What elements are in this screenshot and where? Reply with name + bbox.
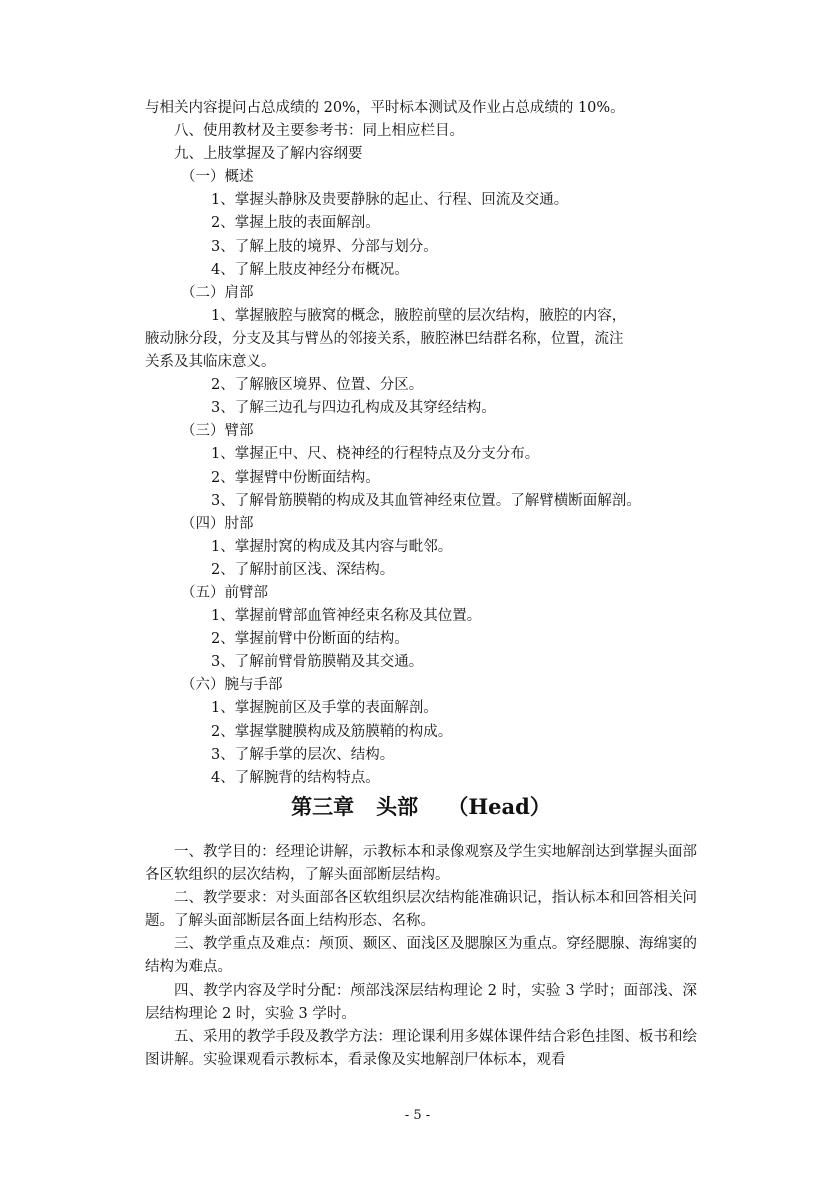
subsection-heading: （四）肘部: [181, 515, 254, 532]
chapter-body: [145, 841, 697, 1072]
list-item: 1、掌握正中、尺、桡神经的行程特点及分支分布。: [211, 446, 540, 463]
list-item: 3、了解手掌的层次、结构。: [211, 746, 395, 763]
list-item: 3、了解三边孔与四边孔构成及其穿经结构。: [211, 400, 496, 417]
list-item: 1、掌握肘窝的构成及其内容与毗邻。: [211, 538, 453, 555]
text-line: 与相关内容提问占总成绩的 20%，平时标本测试及作业占总成绩的 10%。: [145, 100, 625, 116]
paragraph: 二、教学要求：对头面部各区软组织层次结构能准确识记，指认标本和回答相关问题。了解头面部断层各面上结构形态、名称。: [145, 890, 697, 930]
list-item: 2、了解腋区境界、位置、分区。: [211, 377, 424, 394]
paragraph: 三、教学重点及难点：颅顶、颞区、面浅区及腮腺区为重点。穿经腮腺、海绵窦的结构为难点。: [145, 936, 697, 976]
list-item: 1、掌握腕前区及手掌的表面解剖。: [211, 700, 438, 717]
list-item: 2、了解肘前区浅、深结构。: [211, 561, 395, 578]
subsection-heading: （三）臂部: [181, 423, 254, 440]
outline-text: [145, 97, 697, 790]
list-item: 4、了解上肢皮神经分布概况。: [211, 261, 409, 278]
text-line: 八、使用教材及主要参考书：同上相应栏目。: [174, 123, 464, 140]
subsection-heading: （六）腕与手部: [181, 677, 283, 694]
list-item: 3、了解骨筋膜鞘的构成及其血管神经束位置。了解臂横断面解剖。: [211, 492, 641, 509]
chapter-title: 第三章 头部 （Head）: [291, 794, 551, 819]
section-heading: 九、上肢掌握及了解内容纲要: [174, 146, 363, 163]
list-item: 1、掌握头静脉及贵要静脉的起止、行程、回流及交通。: [211, 192, 569, 209]
paragraph: 一、教学目的：经理论讲解，示教标本和录像观察及学生实地解剖达到掌握头面部各区软组织的层次结构，了解头面部断层结构。: [145, 844, 697, 884]
list-item: 4、了解腕背的结构特点。: [211, 769, 380, 786]
list-item: 2、掌握臂中份断面结构。: [211, 469, 380, 486]
list-item-continuation: 腋动脉分段，分支及其与臂丛的邻接关系，腋腔淋巴结群名称，位置，流注: [145, 330, 624, 347]
list-item: 2、掌握上肢的表面解剖。: [211, 215, 380, 232]
list-item: 3、了解前臂骨筋膜鞘及其交通。: [211, 654, 424, 671]
list-item: 1、掌握前臂部血管神经束名称及其位置。: [211, 608, 482, 625]
list-item-continuation: 关系及其临床意义。: [145, 354, 276, 371]
list-item: 3、了解上肢的境界、分部与划分。: [211, 238, 438, 255]
subsection-heading: （五）前臂部: [181, 584, 268, 601]
page-number: - 5 -: [404, 1108, 431, 1123]
subsection-heading: （二）肩部: [181, 284, 254, 301]
paragraph: 五、采用的教学手段及教学方法：理论课利用多媒体课件结合彩色挂图、板书和绘图讲解。实验课观看示教标本，看录像及实地解剖尸体标本，观看: [145, 1028, 697, 1068]
list-item: 2、掌握前臂中份断面的结构。: [211, 631, 409, 648]
list-item: 1、掌握腋腔与腋窝的概念，腋腔前壁的层次结构，腋腔的内容，: [211, 307, 627, 324]
subsection-heading: （一）概述: [181, 169, 254, 186]
paragraph: 四、教学内容及学时分配：颅部浅深层结构理论 2 时，实验 3 学时；面部浅、深层结构理论 2 时，实验 3 学时。: [145, 982, 697, 1022]
list-item: 2、掌握掌腱膜构成及筋膜鞘的构成。: [211, 723, 453, 740]
